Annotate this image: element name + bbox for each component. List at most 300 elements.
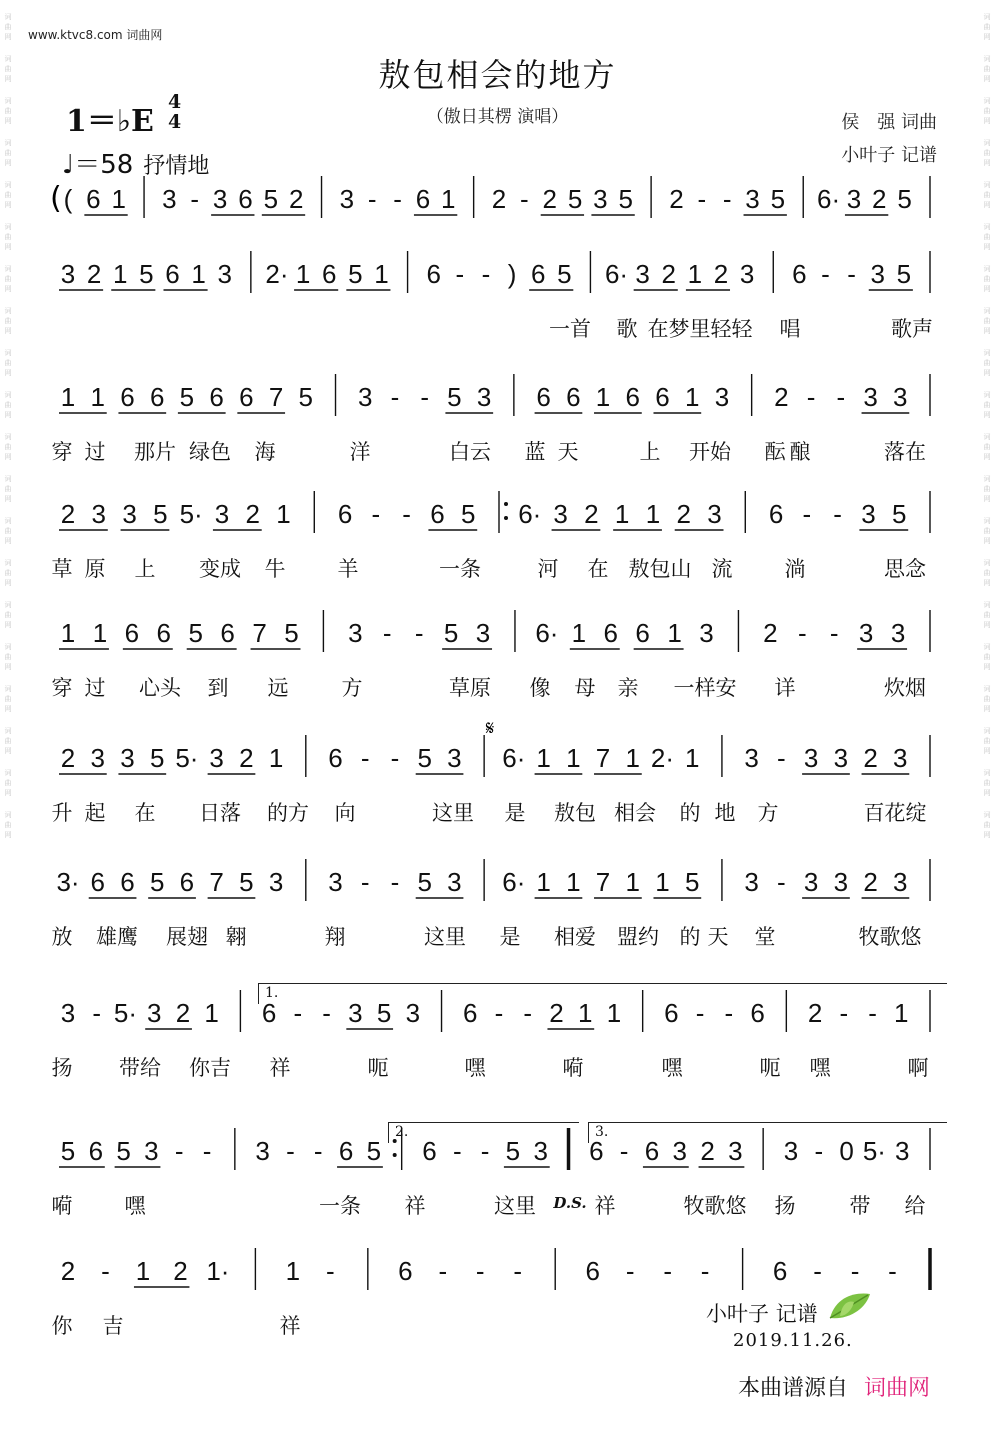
note-dash: - [174, 1136, 184, 1166]
lyric-word: 展翅 [166, 925, 208, 949]
watermark-text: 网 [4, 621, 12, 629]
note: 3 [846, 184, 862, 214]
note: 5 [443, 618, 459, 648]
note: 5 [417, 867, 432, 897]
song-title: 敖包相会的地方 [378, 56, 617, 94]
note: 1· [206, 1256, 230, 1286]
note: 5 [557, 259, 572, 289]
note-dash: - [390, 743, 400, 773]
watermark-text: 曲 [983, 569, 991, 577]
note: 1 [536, 743, 551, 773]
watermark-text: 曲 [983, 737, 991, 745]
note: 2 [239, 743, 254, 773]
watermark-text: 曲 [4, 107, 12, 115]
note: 6 [261, 998, 277, 1028]
lyric-word: 祥 [594, 1194, 616, 1218]
lyric-word: 淌 [784, 557, 806, 581]
note-dash: - [836, 382, 846, 412]
watermark-text: 词 [4, 475, 12, 483]
lyric-word: 百花绽 [863, 801, 927, 825]
note: 5 [460, 499, 476, 529]
lyric-word: 盟约 [617, 925, 659, 949]
note-dash: - [619, 1136, 629, 1166]
note: 1 [92, 618, 108, 648]
watermark-text: 网 [4, 285, 12, 293]
note: 2 [86, 259, 102, 289]
footer-signature: 小叶子 记谱 [706, 1302, 818, 1326]
note: 2 [245, 499, 260, 529]
volta-1-label: 1. [265, 985, 279, 1001]
note: 3 [870, 259, 885, 289]
note: 3 [217, 259, 232, 289]
note-dash: - [777, 743, 786, 773]
footer-date: 2019.11.26. [733, 1330, 853, 1351]
lyric-word: 上 [134, 557, 156, 581]
lyric-word: 这里 [424, 925, 466, 949]
site-url[interactable]: www.ktvc8.com 词曲网 [28, 28, 163, 42]
watermark-text: 词 [983, 55, 991, 63]
lyric-word: 这里 [494, 1194, 536, 1218]
watermark-text: 曲 [4, 485, 12, 493]
note: 1 [60, 618, 76, 648]
lyric-word: 堂 [754, 925, 776, 949]
note-dash: - [797, 618, 807, 648]
note: 1 [894, 998, 909, 1028]
note: 5 [348, 259, 363, 289]
note-dash: - [722, 184, 732, 214]
lyric-word: 升 [51, 801, 73, 825]
note: 2 [175, 998, 191, 1028]
quarter-note-icon: ♩ [62, 150, 75, 180]
lyric-word: 这里 [432, 801, 474, 825]
note: 6 [239, 382, 254, 412]
watermark-text: 网 [983, 789, 991, 797]
lyric-word: 歌声 [891, 317, 933, 341]
watermark-text: 网 [4, 117, 12, 125]
lyric-word: 歌 [616, 317, 638, 341]
note: 3 [533, 1136, 548, 1166]
note: 3 [893, 867, 908, 897]
watermark-text: 网 [4, 33, 12, 41]
watermark-text: 曲 [4, 821, 12, 829]
lyric-word: 你 [51, 1314, 73, 1338]
note: 5 [618, 184, 633, 214]
note: 3 [90, 743, 105, 773]
lyric-word: 炊烟 [884, 676, 926, 700]
watermark-text: 网 [4, 705, 12, 713]
note: 3 [405, 998, 421, 1028]
watermark-text: 网 [4, 831, 12, 839]
note-dash: - [393, 184, 402, 214]
watermark-text: 词 [4, 769, 12, 777]
watermark-text: 曲 [983, 695, 991, 703]
lyric-word: 方 [757, 801, 779, 825]
note: 6 [750, 998, 765, 1028]
note-dash: - [190, 184, 200, 214]
lyric-word: 落在 [884, 440, 926, 464]
note: 3 [714, 382, 730, 412]
note: 7 [252, 618, 267, 648]
note: 7 [268, 382, 284, 412]
note-dash: - [802, 499, 812, 529]
note: 3 [60, 259, 76, 289]
note: 5 [188, 618, 203, 648]
watermark-text: 词 [983, 475, 991, 483]
watermark-text: 网 [983, 33, 991, 41]
note: 2 [60, 743, 76, 773]
watermark-text: 网 [983, 621, 991, 629]
note-dash: - [390, 867, 400, 897]
watermark-text: 词 [983, 727, 991, 735]
note-dash: - [663, 1256, 672, 1286]
note: 5 [298, 382, 314, 412]
note: 5 [149, 867, 165, 897]
note-dash: - [322, 998, 331, 1028]
lyric-word: 祥 [404, 1194, 426, 1218]
watermark-text: 网 [983, 537, 991, 545]
lyric-word: 给 [904, 1194, 926, 1218]
lyric-word: 翱 [225, 925, 247, 949]
note-dash: - [821, 259, 830, 289]
note: 1 [441, 184, 456, 214]
note-dash: - [455, 259, 465, 289]
watermark-text: 曲 [4, 149, 12, 157]
lyric-word: 方 [341, 676, 363, 700]
note: 6 [209, 382, 224, 412]
watermark-text: 词 [983, 265, 991, 273]
watermark-text: 曲 [983, 107, 991, 115]
note: 2 [713, 259, 729, 289]
watermark-text: 词 [4, 643, 12, 651]
note: 5 [567, 184, 583, 214]
note: 3 [593, 184, 608, 214]
note: 5 [139, 259, 154, 289]
note: 1 [655, 867, 670, 897]
note: 3 [890, 618, 906, 648]
lyric-word: 呃 [759, 1056, 781, 1080]
lyric-word: 的 [679, 925, 701, 949]
note: 5 [60, 1136, 76, 1166]
note: 6 [337, 499, 353, 529]
watermark-text: 词 [983, 181, 991, 189]
note-dash: - [814, 1136, 824, 1166]
note: 1 [268, 743, 284, 773]
watermark-text: 网 [4, 369, 12, 377]
note: 2 [60, 1256, 76, 1286]
note: 3 [745, 184, 760, 214]
note: 6 [655, 382, 670, 412]
note: 3 [635, 259, 650, 289]
note: 3 [858, 618, 874, 648]
note: 3 [268, 867, 284, 897]
lyric-word: 在 [587, 557, 609, 581]
watermark-text: 曲 [4, 527, 12, 535]
note-dash: - [806, 382, 816, 412]
watermark-text: 网 [983, 705, 991, 713]
note: 6 [86, 184, 101, 214]
note: 2 [669, 184, 684, 214]
note: 6 [328, 743, 343, 773]
note: 5 [447, 382, 462, 412]
note: 1 [684, 382, 700, 412]
watermark-text: 网 [983, 747, 991, 755]
note: 2 [549, 998, 564, 1028]
note: 3 [91, 499, 107, 529]
note-dash: - [326, 1256, 335, 1286]
note: 2· [650, 743, 675, 773]
volta-3-label: 3. [595, 1124, 609, 1140]
note: 3 [739, 259, 755, 289]
watermark-text: 网 [4, 75, 12, 83]
note: ) [507, 259, 517, 289]
note-dash: - [438, 1256, 448, 1286]
watermark-text: 词 [4, 811, 12, 819]
note: 3 [144, 1136, 159, 1166]
note: 5· [862, 1136, 886, 1166]
note: 5 [896, 259, 912, 289]
tempo-mood: 抒情地 [143, 154, 210, 179]
lyric-word: 一条 [439, 557, 481, 581]
watermark-text: 曲 [983, 233, 991, 241]
note: 2 [863, 867, 878, 897]
lyric-word: 的 [679, 801, 701, 825]
watermark-text: 曲 [983, 275, 991, 283]
lyric-word: 原 [84, 557, 106, 581]
note-dash: - [625, 1256, 635, 1286]
note: 6 [772, 1256, 788, 1286]
note: 2 [60, 499, 76, 529]
source-label: 本曲谱源自 [738, 1376, 849, 1401]
note: 3 [672, 1136, 687, 1166]
note: 1 [687, 259, 703, 289]
note: 1 [285, 1256, 301, 1286]
watermark-text: 曲 [983, 485, 991, 493]
note: 6 [536, 382, 551, 412]
note: 3 [707, 499, 722, 529]
note-dash: - [813, 1256, 822, 1286]
lyric-word: 像 [529, 676, 551, 700]
note: ( [63, 184, 73, 214]
note: 3 [476, 382, 492, 412]
note: 7 [595, 743, 611, 773]
watermark-text: 曲 [983, 821, 991, 829]
note: 3 [699, 618, 714, 648]
note: 5· [179, 499, 203, 529]
note: 5 [891, 499, 907, 529]
source-brand-link[interactable]: 词曲网 [864, 1376, 931, 1401]
note: 1 [113, 259, 128, 289]
note: 5 [897, 184, 912, 214]
watermark-text: 曲 [4, 65, 12, 73]
note: 6 [589, 1136, 604, 1166]
lyric-word: 到 [207, 676, 229, 700]
watermark-text: 网 [983, 243, 991, 251]
note-dash: - [402, 499, 411, 529]
watermark-text: 网 [4, 663, 12, 671]
watermark-text: 词 [4, 181, 12, 189]
note: 5 [116, 1136, 131, 1166]
watermark-text: 网 [983, 285, 991, 293]
note: 7 [209, 867, 224, 897]
watermark-text: 网 [4, 537, 12, 545]
note: 5 [284, 618, 299, 648]
volta-1 [258, 983, 947, 1004]
watermark-text: 曲 [983, 149, 991, 157]
watermark-text: 曲 [983, 443, 991, 451]
note: 3 [162, 184, 177, 214]
watermark-text: 网 [4, 159, 12, 167]
note: 1 [90, 382, 105, 412]
watermark-text: 网 [983, 411, 991, 419]
note: 3 [744, 867, 759, 897]
lyric-word: 嘿 [124, 1194, 146, 1218]
watermark-text: 词 [983, 559, 991, 567]
watermark-text: 词 [983, 517, 991, 525]
note-dash: - [695, 998, 705, 1028]
note: 2 [863, 743, 878, 773]
note: 6 [644, 1136, 660, 1166]
note-dash: - [420, 382, 430, 412]
watermark-text: 词 [983, 391, 991, 399]
note: 1 [135, 1256, 151, 1286]
watermark-text: 网 [4, 747, 12, 755]
watermark-text: 曲 [4, 779, 12, 787]
watermark-text: 曲 [4, 611, 12, 619]
lyric-word: 啊 [907, 1056, 929, 1080]
note: 2 [173, 1256, 188, 1286]
note: 5 [417, 743, 432, 773]
watermark-text: 网 [4, 327, 12, 335]
watermark-text: 词 [4, 307, 12, 315]
watermark-text: 曲 [4, 359, 12, 367]
watermark-text: 曲 [983, 611, 991, 619]
lyric-word: 海 [254, 440, 276, 464]
watermark-text: 词 [4, 223, 12, 231]
lyric-word: 过 [84, 440, 106, 464]
note: 2 [491, 184, 507, 214]
note-dash: - [360, 743, 370, 773]
note: 5· [113, 998, 138, 1028]
lyric-word: 穿 [51, 676, 73, 700]
note: 1 [276, 499, 291, 529]
watermark-text: 词 [4, 55, 12, 63]
lyric-word: 敖包山 [628, 557, 692, 581]
watermark-text: 网 [983, 369, 991, 377]
note-dash: - [286, 1136, 295, 1166]
note-dash: - [390, 382, 400, 412]
lyric-word: 天 [707, 925, 729, 949]
note: 1 [645, 499, 661, 529]
lyric-word: 蓝 [524, 440, 546, 464]
note: 6 [585, 1256, 600, 1286]
lyric-word: 白云 [449, 440, 491, 464]
lyric-word: 变成 [199, 557, 241, 581]
note: 1 [667, 618, 682, 648]
note-dash: - [452, 1136, 462, 1166]
watermark-text: 曲 [4, 737, 12, 745]
lyric-word: 相会 [614, 801, 656, 825]
volta-3 [588, 1122, 947, 1143]
note: 5 [684, 867, 700, 897]
note: 6· [518, 499, 542, 529]
note-dash: - [360, 867, 370, 897]
watermark-text: 网 [983, 201, 991, 209]
note: 1 [295, 259, 311, 289]
watermark-text: 词 [983, 601, 991, 609]
note-dash: - [414, 618, 424, 648]
note: 5 [366, 1136, 382, 1166]
note: 1 [606, 998, 622, 1028]
lyric-word: 母 [574, 676, 596, 700]
note: 3 [339, 184, 355, 214]
source-line [738, 1371, 930, 1402]
note: 2· [265, 259, 289, 289]
note-dash: - [475, 1256, 485, 1286]
note: 1 [60, 382, 76, 412]
note: 6· [502, 867, 526, 897]
lyric-word: 嘿 [661, 1056, 683, 1080]
watermark-text: 曲 [983, 653, 991, 661]
note-dash: - [839, 998, 849, 1028]
note-dash: - [777, 867, 786, 897]
note-dash: - [697, 184, 707, 214]
watermark-text: 词 [4, 559, 12, 567]
watermark-text: 曲 [4, 695, 12, 703]
note: 3 [553, 499, 568, 529]
note: 6 [422, 1136, 437, 1166]
note: 3 [833, 867, 849, 897]
lyric-word: 酿 [789, 440, 811, 464]
note-dash: - [850, 1256, 860, 1286]
watermark-text: 网 [4, 453, 12, 461]
lyric-word: 起 [84, 801, 106, 825]
lyric-word: 嗬 [562, 1056, 584, 1080]
note: 6 [664, 998, 679, 1028]
note-dash: - [724, 998, 734, 1028]
note: 6 [120, 382, 135, 412]
watermark-text: 曲 [983, 401, 991, 409]
note: 2 [288, 184, 304, 214]
watermark-text: 曲 [983, 527, 991, 535]
leaf-icon [826, 1290, 874, 1322]
note: 3 [728, 1136, 743, 1166]
lyric-word: 祥 [269, 1056, 291, 1080]
lyric-word: 心头 [139, 676, 181, 700]
watermark-text: 曲 [4, 569, 12, 577]
watermark-text: 网 [4, 579, 12, 587]
note: 3 [214, 499, 230, 529]
note: 6 [792, 259, 807, 289]
note: 3 [861, 499, 876, 529]
note: 3 [348, 618, 363, 648]
note: 2 [774, 382, 789, 412]
lyric-word: 牧歌悠 [683, 1194, 747, 1218]
note: 2 [872, 184, 887, 214]
watermark-text: 曲 [983, 317, 991, 325]
note: 3 [122, 499, 137, 529]
watermark-text: 网 [983, 159, 991, 167]
note: 3 [212, 184, 228, 214]
note: 0 [839, 1136, 854, 1166]
note: 5 [239, 867, 254, 897]
note: 6 [426, 259, 441, 289]
note: 6 [321, 259, 337, 289]
lyric-word: 详 [774, 676, 796, 700]
open-paren: ( [50, 181, 62, 216]
note: 1 [191, 259, 206, 289]
lyric-word: 流 [711, 557, 733, 581]
note-dash: - [202, 1136, 212, 1166]
